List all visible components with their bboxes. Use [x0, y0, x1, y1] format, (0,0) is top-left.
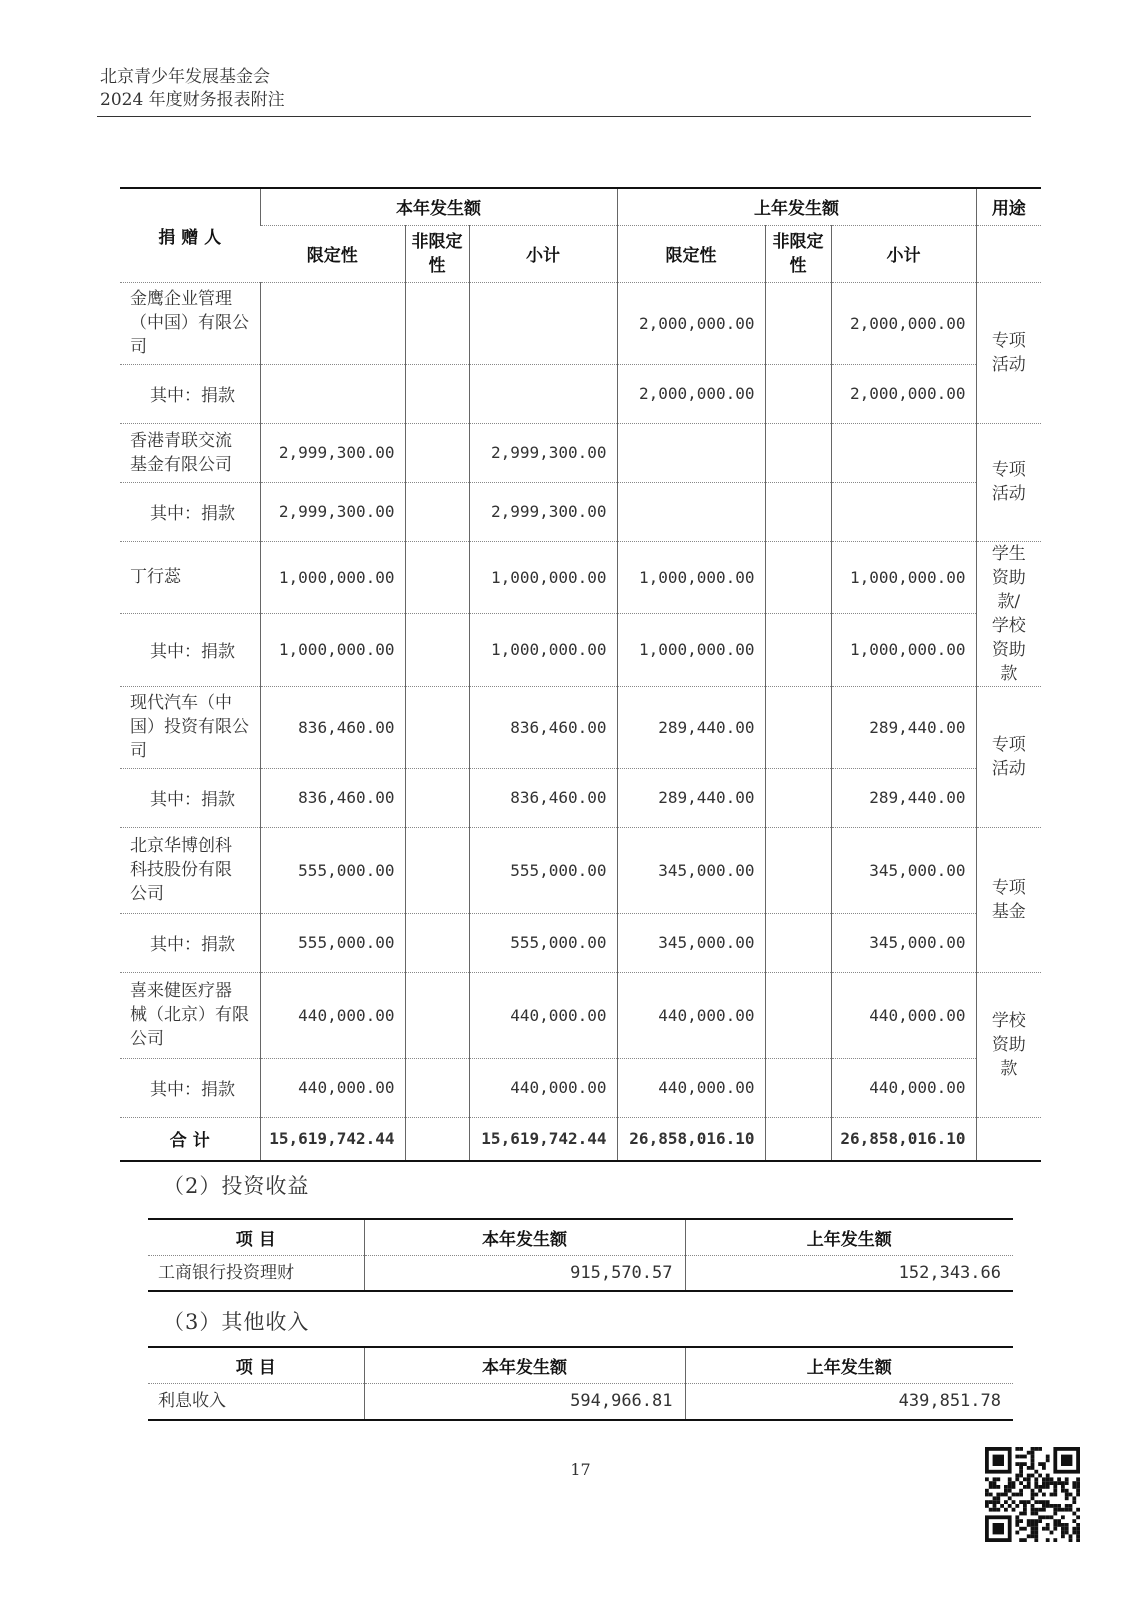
- current-restricted-cell: 2,999,300.00: [260, 423, 405, 482]
- previous-unrestricted-cell: [765, 482, 831, 541]
- previous-restricted-cell: [617, 423, 765, 482]
- verification-qr-code-icon[interactable]: [985, 1447, 1080, 1542]
- previous-unrestricted-cell: [765, 541, 831, 614]
- previous-restricted-cell: 345,000.00: [617, 827, 765, 913]
- total-current-restricted: 15,619,742.44: [260, 1117, 405, 1161]
- previous-unrestricted-cell: [765, 827, 831, 913]
- current-restricted-cell: 1,000,000.00: [260, 614, 405, 687]
- header-current-restricted: 限定性: [260, 225, 405, 282]
- current-restricted-cell: 440,000.00: [260, 972, 405, 1058]
- previous-subtotal-cell: 345,000.00: [831, 913, 976, 972]
- current-subtotal-cell: 2,999,300.00: [469, 423, 617, 482]
- current-unrestricted-cell: [405, 282, 469, 364]
- previous-subtotal-cell: 1,000,000.00: [831, 541, 976, 614]
- donation-sub-label: 其中：捐款: [120, 364, 260, 423]
- purpose-cell: 专项 活动: [976, 686, 1041, 827]
- previous-unrestricted-cell: [765, 614, 831, 687]
- current-restricted-cell: [260, 364, 405, 423]
- donation-sub-label: 其中：捐款: [120, 1058, 260, 1117]
- previous-subtotal-cell: 2,000,000.00: [831, 282, 976, 364]
- previous-subtotal-cell: [831, 423, 976, 482]
- investment-current: 915,570.57: [364, 1255, 685, 1291]
- previous-subtotal-cell: 1,000,000.00: [831, 614, 976, 687]
- current-unrestricted-cell: [405, 541, 469, 614]
- table-row: [120, 282, 1041, 364]
- current-subtotal-cell: [469, 282, 617, 364]
- total-previous-restricted: 26,858,016.10: [617, 1117, 765, 1161]
- total-current-subtotal: 15,619,742.44: [469, 1117, 617, 1161]
- table-row: [120, 827, 1041, 913]
- total-previous-subtotal: 26,858,016.10: [831, 1117, 976, 1161]
- purpose-cell: 专项 活动: [976, 282, 1041, 423]
- header-donor: 捐 赠 人: [158, 227, 222, 248]
- header-previous-year: 上年发生额: [617, 188, 976, 225]
- previous-unrestricted-cell: [765, 913, 831, 972]
- current-subtotal-cell: 440,000.00: [469, 1058, 617, 1117]
- table-row: [120, 482, 1041, 541]
- previous-restricted-cell: 2,000,000.00: [617, 364, 765, 423]
- current-unrestricted-cell: [405, 768, 469, 827]
- current-subtotal-cell: 440,000.00: [469, 972, 617, 1058]
- previous-unrestricted-cell: [765, 282, 831, 364]
- previous-restricted-cell: 289,440.00: [617, 686, 765, 768]
- table-row: [120, 423, 1041, 482]
- current-unrestricted-cell: [405, 482, 469, 541]
- header-current-subtotal: 小计: [469, 225, 617, 282]
- previous-restricted-cell: [617, 482, 765, 541]
- current-subtotal-cell: 555,000.00: [469, 827, 617, 913]
- current-restricted-cell: [260, 282, 405, 364]
- table-row: [120, 614, 1041, 687]
- header-previous-restricted: 限定性: [617, 225, 765, 282]
- header-current-unrestricted: 非限定性: [405, 225, 469, 282]
- table-row: [148, 1255, 1013, 1291]
- current-unrestricted-cell: [405, 913, 469, 972]
- previous-restricted-cell: 2,000,000.00: [617, 282, 765, 364]
- previous-subtotal-cell: 289,440.00: [831, 686, 976, 768]
- investment-header-current: 本年发生额: [364, 1219, 685, 1255]
- table-row: [120, 686, 1041, 768]
- current-subtotal-cell: 2,999,300.00: [469, 482, 617, 541]
- current-restricted-cell: 555,000.00: [260, 827, 405, 913]
- current-subtotal-cell: 836,460.00: [469, 686, 617, 768]
- previous-restricted-cell: 345,000.00: [617, 913, 765, 972]
- table-row: [120, 972, 1041, 1058]
- previous-unrestricted-cell: [765, 686, 831, 768]
- purpose-cell: 学生 资助 款/ 学校 资助 款: [976, 541, 1041, 686]
- donor-name: 喜来健医疗器 械（北京）有限 公司: [120, 972, 260, 1058]
- investment-table: [148, 1218, 1013, 1292]
- header-current-year: 本年发生额: [260, 188, 617, 225]
- current-restricted-cell: 440,000.00: [260, 1058, 405, 1117]
- table-row: [120, 1058, 1041, 1117]
- header-previous-unrestricted: 非限定性: [765, 225, 831, 282]
- other-current: 594,966.81: [364, 1383, 685, 1420]
- previous-subtotal-cell: [831, 482, 976, 541]
- current-restricted-cell: 836,460.00: [260, 768, 405, 827]
- investment-item: 工商银行投资理财: [148, 1255, 364, 1291]
- donation-sub-label: 其中：捐款: [120, 482, 260, 541]
- previous-restricted-cell: 440,000.00: [617, 972, 765, 1058]
- current-unrestricted-cell: [405, 827, 469, 913]
- total-row: [120, 1117, 1041, 1161]
- total-label: 合 计: [120, 1117, 260, 1161]
- investment-header-item: 项 目: [235, 1229, 276, 1250]
- other-previous: 439,851.78: [685, 1383, 1013, 1420]
- current-subtotal-cell: 555,000.00: [469, 913, 617, 972]
- investment-previous: 152,343.66: [685, 1255, 1013, 1291]
- header-purpose: 用途: [976, 188, 1041, 225]
- donation-sub-label: 其中：捐款: [120, 768, 260, 827]
- page-number: 17: [570, 1460, 591, 1479]
- previous-subtotal-cell: 2,000,000.00: [831, 364, 976, 423]
- header-subtitle: 2024 年度财务报表附注: [100, 90, 285, 110]
- current-restricted-cell: 2,999,300.00: [260, 482, 405, 541]
- previous-unrestricted-cell: [765, 1058, 831, 1117]
- previous-subtotal-cell: 440,000.00: [831, 1058, 976, 1117]
- purpose-cell: 专项 基金: [976, 827, 1041, 972]
- current-unrestricted-cell: [405, 1058, 469, 1117]
- donor-name: 北京华博创科 科技股份有限 公司: [120, 827, 260, 913]
- page-header: [100, 66, 285, 112]
- donation-sub-label: 其中：捐款: [120, 913, 260, 972]
- header-purpose-blank: [976, 225, 1041, 282]
- purpose-cell: 专项 活动: [976, 423, 1041, 541]
- previous-unrestricted-cell: [765, 768, 831, 827]
- current-restricted-cell: 1,000,000.00: [260, 541, 405, 614]
- total-current-unrestricted: [405, 1117, 469, 1161]
- other-item: 利息收入: [148, 1383, 364, 1420]
- current-restricted-cell: 555,000.00: [260, 913, 405, 972]
- donor-name: 金鹰企业管理 （中国）有限公 司: [120, 282, 260, 364]
- current-subtotal-cell: 1,000,000.00: [469, 614, 617, 687]
- previous-restricted-cell: 1,000,000.00: [617, 614, 765, 687]
- other-header-current: 本年发生额: [364, 1347, 685, 1383]
- current-unrestricted-cell: [405, 364, 469, 423]
- previous-subtotal-cell: 345,000.00: [831, 827, 976, 913]
- previous-subtotal-cell: 289,440.00: [831, 768, 976, 827]
- current-unrestricted-cell: [405, 686, 469, 768]
- investment-section-title: （2）投资收益: [163, 1174, 310, 1198]
- donor-name: 丁行蕊: [120, 541, 260, 614]
- other-header-item: 项 目: [235, 1357, 276, 1378]
- other-header-previous: 上年发生额: [685, 1347, 1013, 1383]
- donor-name: 现代汽车（中 国）投资有限公 司: [120, 686, 260, 768]
- table-row: [148, 1383, 1013, 1420]
- header-org: 北京青少年发展基金会: [100, 67, 270, 87]
- total-previous-unrestricted: [765, 1117, 831, 1161]
- current-restricted-cell: 836,460.00: [260, 686, 405, 768]
- header-rule: [97, 116, 1031, 117]
- table-row: [120, 541, 1041, 614]
- other-income-section-title: （3）其他收入: [163, 1310, 310, 1334]
- donation-sub-label: 其中：捐款: [120, 614, 260, 687]
- previous-unrestricted-cell: [765, 972, 831, 1058]
- other-income-table: [148, 1346, 1013, 1421]
- investment-header-previous: 上年发生额: [685, 1219, 1013, 1255]
- table-row: [120, 768, 1041, 827]
- previous-restricted-cell: 289,440.00: [617, 768, 765, 827]
- current-subtotal-cell: 836,460.00: [469, 768, 617, 827]
- donations-table: [120, 187, 1041, 1162]
- current-unrestricted-cell: [405, 972, 469, 1058]
- current-subtotal-cell: 1,000,000.00: [469, 541, 617, 614]
- donor-name: 香港青联交流 基金有限公司: [120, 423, 260, 482]
- previous-restricted-cell: 440,000.00: [617, 1058, 765, 1117]
- table-row: [120, 913, 1041, 972]
- previous-restricted-cell: 1,000,000.00: [617, 541, 765, 614]
- previous-unrestricted-cell: [765, 364, 831, 423]
- header-previous-subtotal: 小计: [831, 225, 976, 282]
- purpose-cell: 学校 资助 款: [976, 972, 1041, 1117]
- total-purpose: [976, 1117, 1041, 1161]
- table-row: [120, 364, 1041, 423]
- previous-subtotal-cell: 440,000.00: [831, 972, 976, 1058]
- current-subtotal-cell: [469, 364, 617, 423]
- previous-unrestricted-cell: [765, 423, 831, 482]
- current-unrestricted-cell: [405, 614, 469, 687]
- current-unrestricted-cell: [405, 423, 469, 482]
